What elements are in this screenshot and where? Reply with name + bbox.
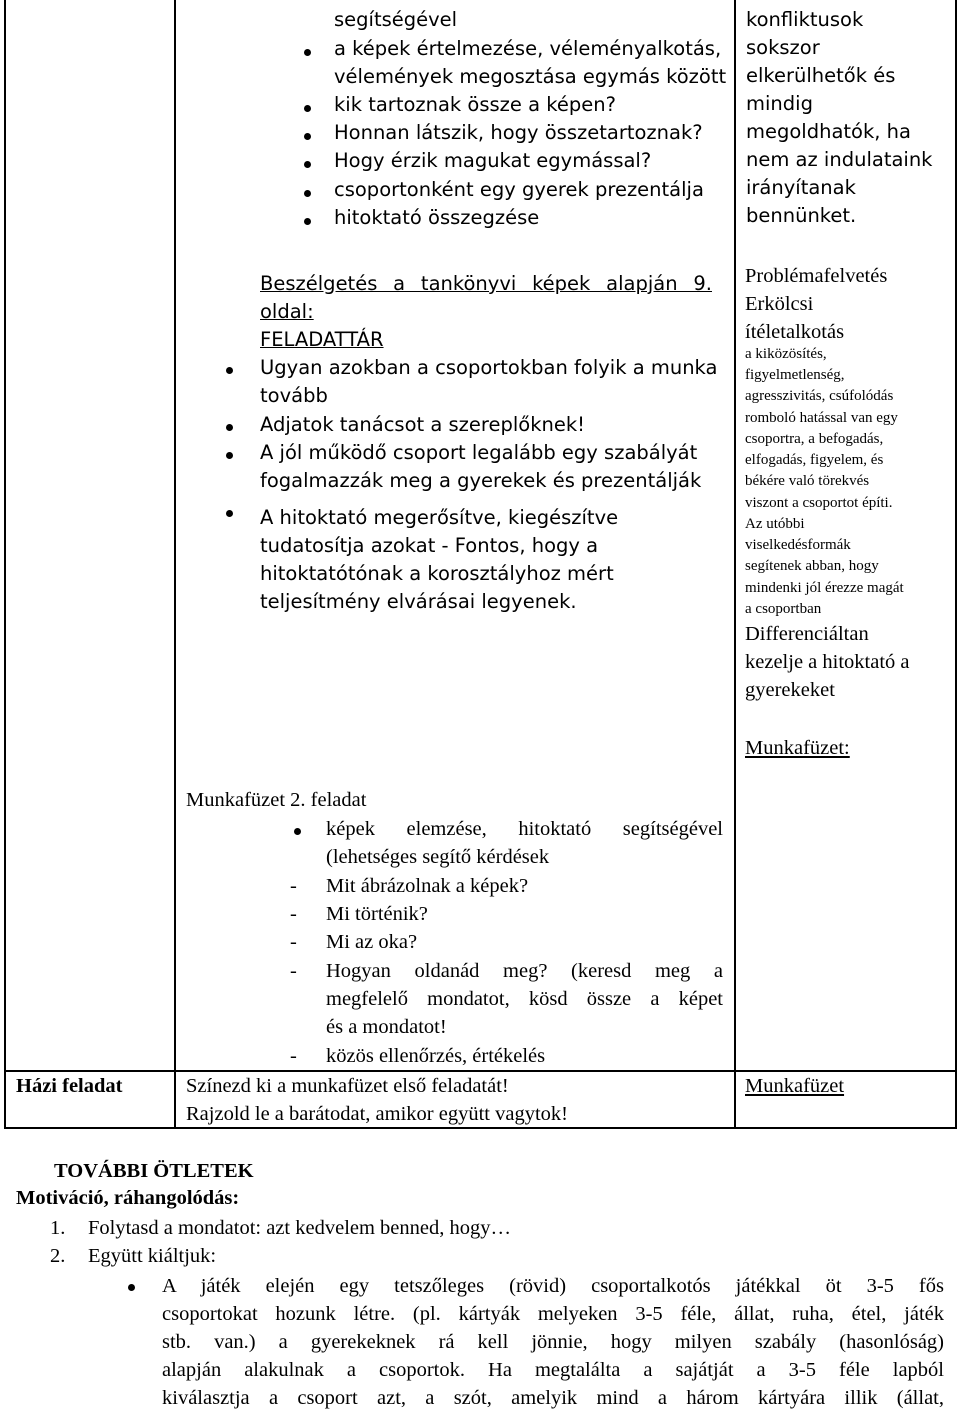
note-line: csoportra, a befogadás, (745, 431, 884, 447)
list-item-text: Együtt kiáltjuk: (88, 1245, 217, 1267)
bullet-icon (304, 190, 311, 197)
text-line: Mi történik? (326, 903, 428, 925)
workbook-link[interactable]: Munkafüzet: (745, 737, 850, 759)
homework-line: Színezd ki a munkafüzet első feladatát! (186, 1075, 509, 1097)
text-line: irányítanak (746, 176, 856, 199)
text-line: hitoktató összegzése (334, 206, 540, 229)
text-line: vélemények megosztása egymás között (334, 65, 727, 88)
paragraph-line: alapján alakulnak a csoportok. Ha megtalálta a sajátját a 3-5 féle lapból (162, 1359, 944, 1381)
bullet-icon (304, 218, 311, 225)
text-line: tovább (260, 384, 328, 407)
text-line: Adjatok tanácsot a szereplőknek! (260, 413, 585, 436)
homework-resource-link[interactable]: Munkafüzet (745, 1075, 845, 1097)
text-line: A jól működő csoport legalább egy szabályát (260, 441, 698, 464)
text-line: teljesítmény elvárásai legyenek. (260, 590, 577, 613)
list-item-text: Folytasd a mondatot: azt kedvelem benned, hogy… (88, 1217, 512, 1239)
bullet-icon (226, 452, 233, 459)
text-line: Differenciáltan (745, 623, 869, 645)
homework-label: Házi feladat (16, 1075, 123, 1097)
bullet-icon (304, 105, 311, 112)
paragraph-line: csoportokat hozunk létre. (pl. kártyák melyeken 3-5 féle, állat, ruha, étel, játék (162, 1303, 944, 1325)
text-line: Mit ábrázolnak a képek? (326, 875, 529, 897)
text-line: kik tartoznak össze a képen? (334, 93, 616, 116)
note-line: Az utóbbi (745, 516, 805, 532)
note-line: viselkedésformák (745, 537, 851, 553)
text-line: és a mondatot! (326, 1016, 447, 1038)
section-heading: FELADATTÁR (260, 328, 384, 351)
table-border-col1 (174, 0, 176, 1129)
paragraph-line: stb. van.) a gyerekeknek rá kell jönnie, hogy milyen szabály (hasonlóság) (162, 1331, 944, 1353)
text-line: gyerekeket (745, 679, 835, 701)
dash-marker: - (290, 1045, 297, 1067)
text-line: Ugyan azokban a csoportokban folyik a munka (260, 356, 718, 379)
bullet-icon (304, 133, 311, 140)
note-line: figyelmetlenség, (745, 367, 845, 383)
table-border-left (4, 0, 6, 1129)
text-line: Erkölcsi (745, 293, 814, 315)
note-line: mindenki jól érezze magát (745, 579, 904, 596)
note-line: békére való törekvés (745, 473, 870, 489)
text-line: képek elemzése, hitoktató segítségével (326, 818, 723, 840)
text-line: sokszor (746, 36, 820, 59)
dash-marker: - (290, 875, 297, 897)
note-line: agresszivitás, csúfolódás (745, 388, 894, 404)
bullet-icon (294, 828, 301, 835)
text-line: Mi az oka? (326, 931, 418, 953)
text-line: megfelelő mondatot, kösd össze a képet (326, 988, 723, 1010)
list-number: 2. (50, 1245, 66, 1267)
text-line: Hogy érzik magukat egymással? (334, 149, 652, 172)
text-line: mindig (746, 92, 813, 115)
homework-line: Rajzold le a barátodat, amikor együtt vagytok! (186, 1103, 568, 1125)
text-line: (lehetséges segítő kérdések (326, 846, 550, 868)
text-line: ítéletalkotás (745, 321, 845, 343)
text-line: tudatosítja azokat - Fontos, hogy a (260, 534, 599, 557)
section-heading: oldal: (260, 300, 314, 323)
text-line: csoportonként egy gyerek prezentálja (334, 178, 704, 201)
further-heading: TOVÁBBI ÖTLETEK (54, 1160, 254, 1182)
text-line: A hitoktató megerősítve, kiegészítve (260, 506, 619, 529)
text-line: elkerülhetők és (746, 64, 896, 87)
bullet-icon (128, 1284, 135, 1291)
dash-marker: - (290, 931, 297, 953)
text-line: konfliktusok (746, 8, 864, 31)
note-line: a kiközösítés, (745, 346, 827, 362)
section-heading: Beszélgetés a tankönyvi képek alapján 9. (260, 272, 712, 295)
text-line: közös ellenőrzés, értékelés (326, 1045, 546, 1067)
text-line: Honnan látszik, hogy összetartoznak? (334, 121, 703, 144)
bullet-icon (226, 367, 233, 374)
task-title: Munkafüzet 2. feladat (186, 789, 367, 811)
bullet-icon (226, 510, 233, 517)
text-line: a képek értelmezése, véleményalkotás, (334, 37, 722, 60)
text-line: segítségével (334, 8, 458, 31)
text-line: hitoktatótónak a korosztályhoz mért (260, 562, 614, 585)
note-line: elfogadás, figyelem, és (745, 452, 884, 468)
bullet-icon (304, 161, 311, 168)
bullet-icon (226, 424, 233, 431)
dash-marker: - (290, 960, 297, 982)
paragraph-line: A játék elején egy tetszőleges (rövid) csoportalkotós játékkal öt 3-5 fős (162, 1275, 944, 1297)
dash-marker: - (290, 903, 297, 925)
paragraph-line: kiválasztja a csoport azt, a szót, amelyik mind a három kártyára illik (állat, (162, 1387, 944, 1409)
note-line: viszont a csoportot építi. (745, 494, 893, 511)
list-number: 1. (50, 1217, 66, 1239)
table-border-col2 (734, 0, 736, 1129)
text-line: Hogyan oldanád meg? (keresd meg a (326, 960, 723, 982)
text-line: Problémafelvetés (745, 265, 888, 287)
table-border-right (955, 0, 957, 1129)
text-line: megoldhatók, ha (746, 120, 911, 143)
note-line: romboló hatással van egy (745, 409, 898, 426)
text-line: fogalmazzák meg a gyerekek és prezentálják (260, 469, 702, 492)
bullet-icon (304, 49, 311, 56)
note-line: a csoportban (745, 601, 822, 617)
text-line: bennünket. (746, 204, 857, 227)
text-line: nem az indulataink (746, 148, 933, 171)
text-line: kezelje a hitoktató a (745, 651, 910, 673)
further-subheading: Motiváció, ráhangolódás: (16, 1187, 240, 1209)
note-line: segítenek abban, hogy (745, 558, 879, 574)
